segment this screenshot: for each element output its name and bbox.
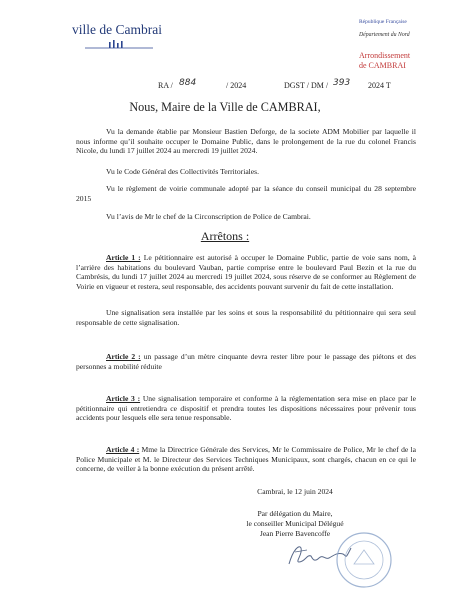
consideration-2: Vu le Code Général des Collectivités Territoriales. [106,167,260,176]
ra-number: 884 [179,78,197,88]
article-4-text: Mme la Directrice Générale des Services, Mr le Commissaire de Police, Mr le chef de la Police Municipale et M. le Directeur des Services Techniques Municipaux, sont chargés, chacun en ce qui le concerne, de veiller à la bonne exécution du présent arrêté. [76,445,417,474]
dgst-label: DGST / DM / [284,81,329,90]
consideration-1: Vu la demande établie par Monsieur Bastien Deforge, de la societe ADM Mobilier par laquelle il nous informe qu’il souhaite occuper le Domaine Public, dans le prolongement de la rue du colonel Francis Nicole, du lundi 17 juillet 2024 au mercredi 19 juillet 2024. [76,127,416,156]
article-1 [76,253,416,291]
place-date: Cambrai, le 12 juin 2024 [257,487,333,496]
signature-line-1: Par délégation du Maire, [257,509,333,518]
arrondissement-name: de CAMBRAI [359,61,406,70]
arretons-heading: Arrêtons : [200,229,250,243]
article-3 [76,394,416,423]
ra-year: / 2024 [226,81,247,90]
arrondissement-label: Arrondissement [359,51,411,60]
article-1-text: Le pétitionnaire est autorisé à occuper le Domaine Public, partie de voie sans nom, à l’arrière des habitations du boulevard Vauban, partie comprise entre le boulevard Paul Bezin et la rue du Cambrésis, du lundi 17 juillet 2024 au mercredi 19 juillet 2024, sous réserve de se conformer au Règlement de Voirie en vigueur et restera, seul responsable, des accidents pouvant survenir du fait de cette installation. [76,253,417,291]
city-logo-text: ville de Cambrai [72,22,162,37]
article-1-extra: Une signalisation sera installée par les soins et sous la responsabilité du pétitionnaire qui sera seul responsable de cette signalisation. [76,308,416,327]
article-2-label: Article 2 : [106,352,141,361]
consideration-4: Vu l’avis de Mr le chef de la Circonscription de Police de Cambrai. [106,212,311,221]
page-title: Nous, Maire de la Ville de CAMBRAI, [129,100,321,114]
city-logo-icon [85,40,155,52]
article-3-label: Article 3 : [106,394,141,403]
republic-label: République Française [359,19,407,25]
article-4-label: Article 4 : [106,445,140,454]
signature-line-2: le conseiller Municipal Délégué [246,519,344,528]
consideration-3: Vu le règlement de voirie communale adopté par la séance du conseil municipal du 28 septembre 2015 [76,184,416,203]
department-label: Département du Nord [359,32,410,38]
dgst-number: 393 [333,78,351,88]
article-1-label: Article 1 : [106,253,141,262]
article-4 [76,445,416,474]
dgst-year: 2024 T [368,81,391,90]
article-2-text: un passage d’un mètre cinquante devra rester libre pour le passage des piétons et des personnes a mobilité réduite [76,352,417,371]
article-2 [76,352,416,371]
official-stamp [332,530,396,590]
article-3-text: Une signalisation temporaire et conforme à la réglementation sera mise en place par le pétitionnaire qui entretiendra ce dispositif et prendra toutes les dispositions nécessaires pour prévenir tous accidents pour lesquels elle sera tenue responsable. [76,394,416,423]
ra-label: RA / [158,81,173,90]
signature-line-3: Jean Pierre Bavencoffe [259,529,331,538]
